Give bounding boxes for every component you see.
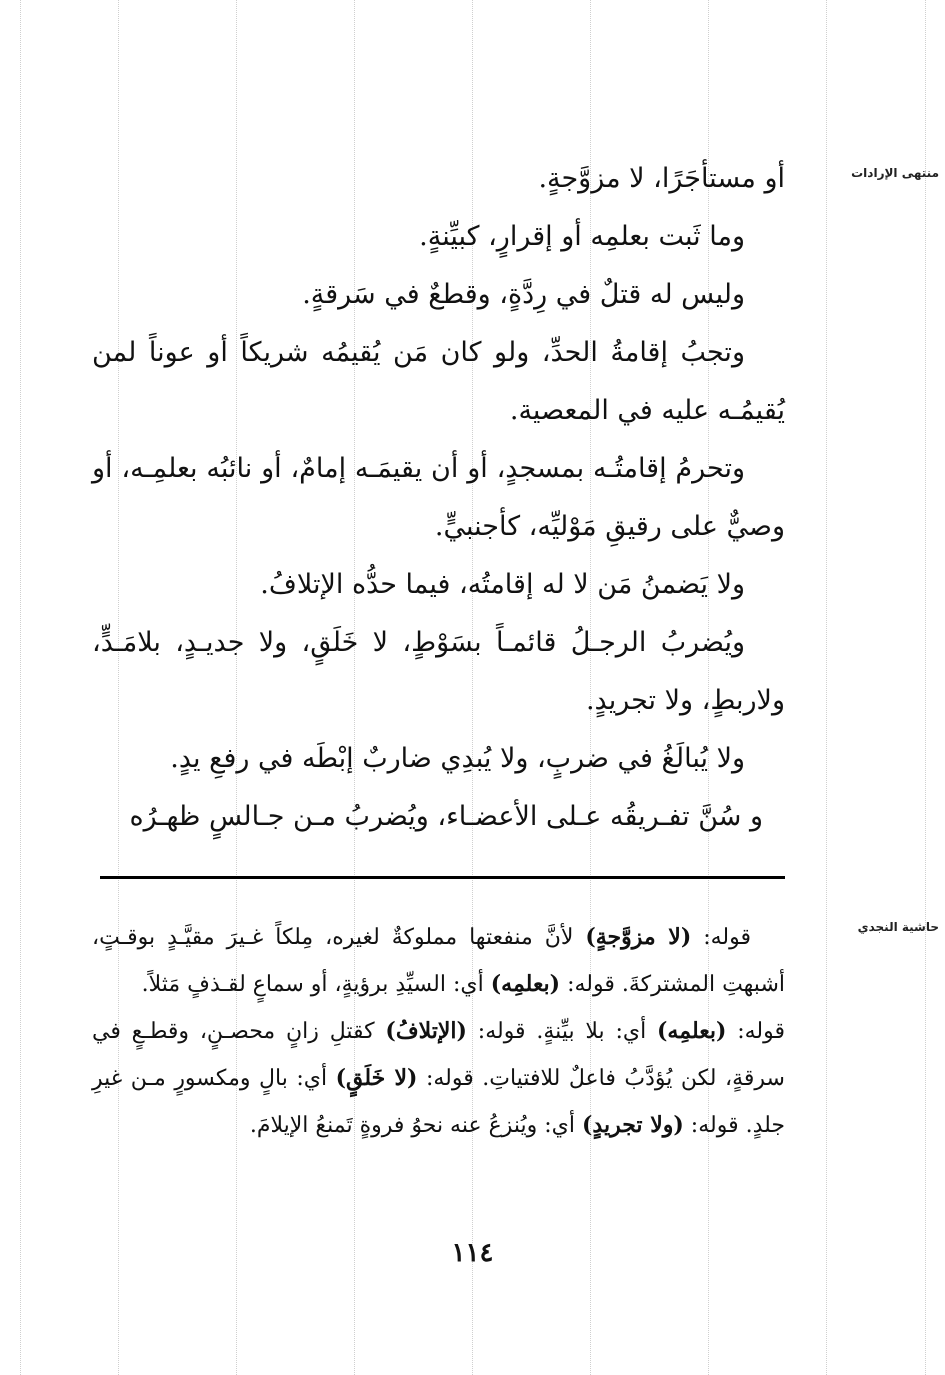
- main-paragraph: و سُنَّ تفـريقُه عـلى الأعضـاء، ويُضربُ مـن جـالسٍ ظهـرُه: [129, 801, 763, 832]
- quoted-term: (الإتلافُ): [385, 1018, 467, 1044]
- commentary-paragraph: [92, 1008, 785, 1149]
- footnote-text: قوله:: [726, 1019, 785, 1044]
- footnote-text: أي: بلا بيِّنةٍ. قوله:: [466, 1019, 658, 1044]
- main-paragraph: وتحرمُ إقامتُـه بمسجدٍ، أو أن يقيمَـه إمامٌ، أو نائبُه بعلمِـه، أو وصيٌّ على رقيقِ مَوْليِّه، كأجنبيٍّ.: [92, 453, 785, 542]
- main-paragraph: وليس له قتلٌ في رِدَّةٍ، وقطعٌ في سَرقةٍ.: [302, 279, 745, 310]
- main-paragraph: ولا يَضمنُ مَن لا له إقامتُه، فيما حدُّه الإتلافُ.: [260, 569, 745, 600]
- main-paragraph: أو مستأجَرًا، لا مزوَّجةٍ.: [538, 163, 785, 194]
- footnote-text: كقتلِ زانٍ محصـنٍ، وقطـعٍ في سرقةٍ، لكن يُؤدَّبُ فاعلٌ للافتياتِ. قوله:: [92, 1019, 785, 1091]
- main-paragraph: ويُضربُ الرجـلُ قائمـاً بسَوْطٍ، لا خَلَقٍ، ولا جديـدٍ، بلامَـدٍّ، ولاربطٍ، ولا تجريدٍ.: [92, 627, 785, 716]
- main-paragraph: ولا يُبالَغُ في ضربٍ، ولا يُبدِي ضاربٌ إبْطَه في رفعِ يدٍ.: [170, 743, 745, 774]
- scan-guide-line: [826, 0, 827, 1375]
- scan-guide-line: [20, 0, 21, 1375]
- page-number: ١١٤: [451, 1238, 494, 1268]
- quoted-term: (بعلمِه): [657, 1018, 727, 1044]
- quoted-term: (ولا تجريدٍ): [582, 1112, 684, 1138]
- main-text-source-label: منتهى الإرادات: [851, 166, 939, 180]
- footnote-separator-rule: [100, 876, 785, 879]
- main-text-block: [92, 150, 785, 846]
- footnote-text: لأنَّ منفعتها مملوكةٌ لغيره، مِلكاً غـيرَ مقيَّـدٍ بوقـتٍ، أشبهتِ المشتركةَ. قوله:: [92, 925, 785, 997]
- main-paragraph: وما ثَبت بعلمِه أو إقرارٍ، كبيِّنةٍ.: [419, 221, 745, 252]
- footnote-text: أي: السيِّدِ برؤيةٍ، أو سماعٍ لقـذفٍ مَثلاً.: [141, 972, 491, 997]
- main-paragraph: وتجبُ إقامةُ الحدِّ، ولو كان مَن يُقيمُه شريكاً أو عوناً لمن يُقيمُـه عليه في المعصية.: [92, 337, 785, 426]
- footnote-text: أي: ويُنزعُ عنه نحوُ فروةٍ تَمنعُ الإيلامَ.: [249, 1113, 582, 1138]
- scan-guide-line: [925, 0, 926, 1375]
- footnote-text: أي: بالٍ ومكسورٍ مـن غيرِ جلدٍ. قوله:: [92, 1066, 785, 1138]
- quoted-term: (بعلمِه): [490, 971, 561, 997]
- commentary-block: [92, 914, 785, 1149]
- footnote-text: قوله:: [691, 925, 751, 950]
- quoted-term: (لا خَلَقٍ): [335, 1065, 418, 1091]
- quoted-term: (لا مزوَّجةٍ): [585, 924, 692, 950]
- commentary-paragraph: [92, 914, 785, 1008]
- commentary-source-label: حاشية النجدي: [857, 920, 939, 934]
